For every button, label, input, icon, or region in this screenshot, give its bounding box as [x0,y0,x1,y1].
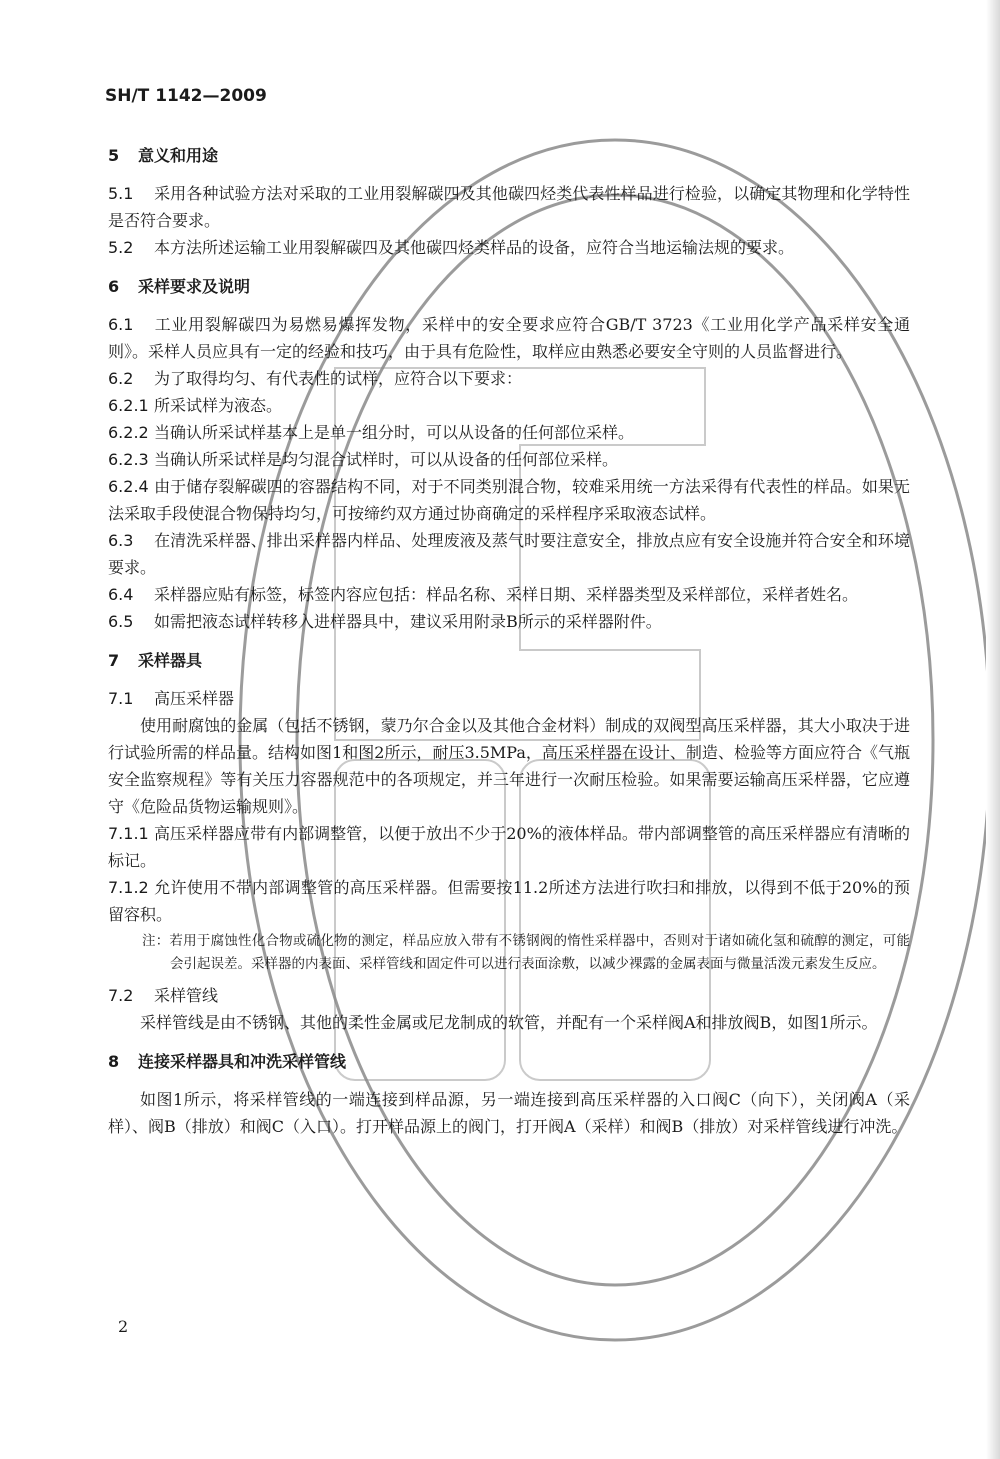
clause-7-1-2 [108,874,910,928]
section-title: 意义和用途 [138,146,219,165]
note-7-1: 注：若用于腐蚀性化合物或硫化物的测定，样品应放入带有不锈钢阀的惰性采样器中，否则对于诸如硫化氢和硫醇的测定，可能会引起误差。采样器的内表面、采样管线和固定件可以进行表面涂敷，以减少裸露的金属表面与微量活泼元素发生反应。 [142,933,910,972]
clause-7-1-body: 使用耐腐蚀的金属（包括不锈钢，蒙乃尔合金以及其他合金材料）制成的双阀型高压采样器，其大小取决于进行试验所需的样品量。结构如图1和图2所示，耐压3.5MPa，高压采样器在设计、制造、检验等方面应符合《气瓶安全监察规程》等有关压力容器规范中的各项规定，并三年进行一次耐压检验。如果需要运输高压采样器，它应遵守《危险品货物运输规则》。 [108,716,910,816]
clause-6-2-3 [108,446,910,473]
clause-number: 6.2.1 [108,396,149,415]
clause-number: 6.3 [108,531,134,550]
clause-5-2 [108,234,910,261]
section-heading-6 [108,275,910,299]
clause-6-2 [108,365,910,392]
clause-number: 6.2.3 [108,450,149,469]
section-number: 6 [108,277,120,296]
section-title: 采样器具 [138,651,203,670]
clause-text: 当确认所采试样基本上是单一组分时，可以从设备的任何部位采样。 [154,423,635,442]
clause-number: 6.2 [108,369,134,388]
clause-text: 工业用裂解碳四为易燃易爆挥发物，采样中的安全要求应符合GB/T 3723《工业用化学产品采样安全通则》。采样人员应具有一定的经验和技巧，由于具有危险性，取样应由熟悉必要安全守则的人员监督进行。 [108,315,910,361]
section-number: 7 [108,651,120,670]
clause-8-body: 如图1所示，将采样管线的一端连接到样品源，另一端连接到高压采样器的入口阀C（向下），关闭阀A（采样）、阀B（排放）和阀C（入口）。打开样品源上的阀门，打开阀A（采样）和阀B（排放）对采样管线进行冲洗。 [108,1090,910,1136]
clause-text: 当确认所采试样是均匀混合试样时，可以从设备的任何部位采样。 [154,450,619,469]
clause-text: 如需把液态试样转移入进样器具中，建议采用附录B所示的采样器附件。 [154,612,662,631]
clause-text: 在清洗采样器、排出采样器内样品、处理废液及蒸气时要注意安全，排放点应有安全设施并符合安全和环境要求。 [108,531,910,577]
clause-number: 6.2.4 [108,477,149,496]
clause-7-1 [108,685,910,712]
section-number: 5 [108,146,120,165]
clause-number: 6.4 [108,585,134,604]
clause-text: 采样管线 [154,986,219,1005]
clause-number: 7.1.1 [108,824,149,843]
clause-6-5 [108,608,910,635]
clause-number: 6.5 [108,612,134,631]
section-number: 8 [108,1052,120,1071]
clause-7-2 [108,982,910,1009]
clause-6-2-2 [108,419,910,446]
clause-7-2-body: 采样管线是由不锈钢、其他的柔性金属或尼龙制成的软管，并配有一个采样阀A和排放阀B，如图1所示。 [140,1013,878,1032]
section-title: 连接采样器具和冲洗采样管线 [138,1052,347,1071]
clause-number: 5.2 [108,238,134,257]
clause-text: 高压采样器 [154,689,235,708]
clause-text: 由于储存裂解碳四的容器结构不同，对于不同类别混合物，较难采用统一方法采得有代表性的样品。如果无法采取手段使混合物保持均匀，可按缔约双方通过协商确定的采样程序采取液态试样。 [108,477,910,523]
section-heading-7 [108,649,910,673]
clause-text: 为了取得均匀、有代表性的试样，应符合以下要求： [154,369,523,388]
clause-text: 本方法所述运输工业用裂解碳四及其他碳四烃类样品的设备，应符合当地运输法规的要求。 [154,238,795,257]
clause-text: 采用各种试验方法对采取的工业用裂解碳四及其他碳四烃类代表性样品进行检验，以确定其物理和化学特性是否符合要求。 [108,184,910,230]
clause-6-1 [108,311,910,365]
clause-number: 7.1.2 [108,878,149,897]
clause-number: 5.1 [108,184,134,203]
section-heading-8 [108,1050,910,1074]
standard-code: SH/T 1142—2009 [105,86,267,106]
clause-text: 高压采样器应带有内部调整管，以便于放出不少于20%的液体样品。带内部调整管的高压采样器应有清晰的标记。 [108,824,910,870]
page-number: 2 [118,1317,129,1336]
clause-6-3 [108,527,910,581]
clause-text: 采样器应贴有标签，标签内容应包括：样品名称、采样日期、采样器类型及采样部位，采样者姓名。 [154,585,859,604]
section-title: 采样要求及说明 [138,277,251,296]
clause-7-1-1 [108,820,910,874]
clause-number: 7.1 [108,689,134,708]
clause-number: 6.2.2 [108,423,149,442]
clause-text: 所采试样为液态。 [154,396,283,415]
clause-number: 7.2 [108,986,134,1005]
section-heading-5 [108,144,910,168]
clause-5-1 [108,180,910,234]
clause-text: 允许使用不带内部调整管的高压采样器。但需要按11.2所述方法进行吹扫和排放，以得到不低于20%的预留容积。 [108,878,910,924]
clause-6-2-1 [108,392,910,419]
document-body [108,138,910,1140]
clause-number: 6.1 [108,315,134,334]
scan-edge-shadow [986,0,1000,1459]
clause-6-2-4 [108,473,910,527]
clause-6-4 [108,581,910,608]
